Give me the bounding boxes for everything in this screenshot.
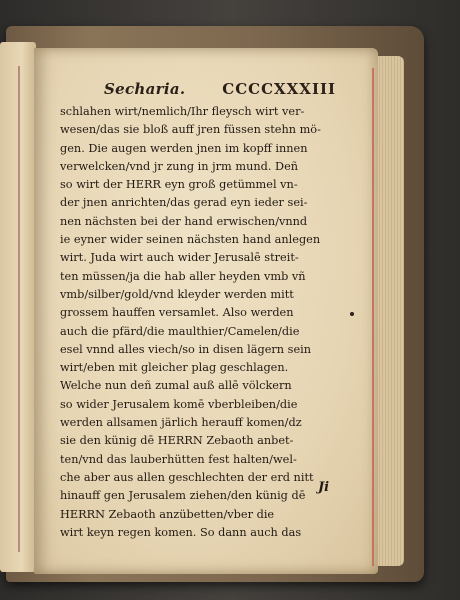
text-line: so wider Jerusalem komē vberbleiben/die [60, 397, 298, 411]
text-line: schlahen wirt/nemlich/Ihr fleysch wirt ver- [60, 105, 305, 118]
text-line: hinauff gen Jerusalem ziehen/den künig dē [60, 489, 306, 503]
text-line: grossem hauffen versamlet. Also werden [60, 306, 294, 320]
text-line: HERRN Zebaoth anzübetten/vber die [60, 507, 275, 521]
text-line: wesen/das sie bloß auff jren füssen stehn mö- [60, 123, 321, 137]
text-line: gen. Die augen werden jnen im kopff innen [60, 141, 308, 155]
running-head: Secharia. [104, 80, 186, 98]
text-line: nen nächsten bei der hand erwischen/vnnd [60, 214, 308, 228]
text-line: auch die pfärd/die maulthier/Camelen/die [60, 324, 300, 338]
text-line: werden allsamen järlich herauff komen/dz [60, 416, 302, 430]
text-line: che aber aus allen geschlechten der erd nitt [60, 470, 314, 484]
text-line: wirt. Juda wirt auch wider Jerusalē streit- [60, 251, 299, 265]
left-page-margin-rule [18, 66, 20, 552]
text-line: der jnen anrichten/das gerad eyn ieder sei- [60, 196, 308, 210]
text-line: wirt keyn regen komen. So dann auch das [60, 525, 302, 539]
text-line: wirt/eben mit gleicher plag geschlagen. [60, 361, 289, 375]
catchword: Ji [318, 480, 330, 495]
folio-number: CCCCXXXIII [222, 80, 336, 98]
text-line: ten/vnd das lauberhütten fest halten/wel- [60, 452, 297, 466]
text-line: esel vnnd alles viech/so in disen lägern sein [60, 342, 312, 356]
text-line: ten müssen/ja die hab aller heyden vmb vñ [60, 269, 306, 283]
body-text [60, 103, 340, 542]
page-header [66, 80, 336, 102]
red-margin-rule [372, 68, 374, 566]
text-line: ie eyner wider seinen nächsten hand anlegen [60, 233, 321, 247]
text-line: so wirt der HERR eyn groß getümmel vn- [60, 178, 298, 192]
text-line: verwelcken/vnd jr zung in jrm mund. Deñ [60, 159, 299, 173]
ink-mark [350, 312, 354, 316]
text-line: sie den künig dē HERRN Zebaoth anbet- [60, 434, 294, 448]
text-line: vmb/silber/gold/vnd kleyder werden mitt [60, 287, 294, 301]
text-line: Welche nun deñ zumal auß allē völckern [60, 379, 292, 393]
